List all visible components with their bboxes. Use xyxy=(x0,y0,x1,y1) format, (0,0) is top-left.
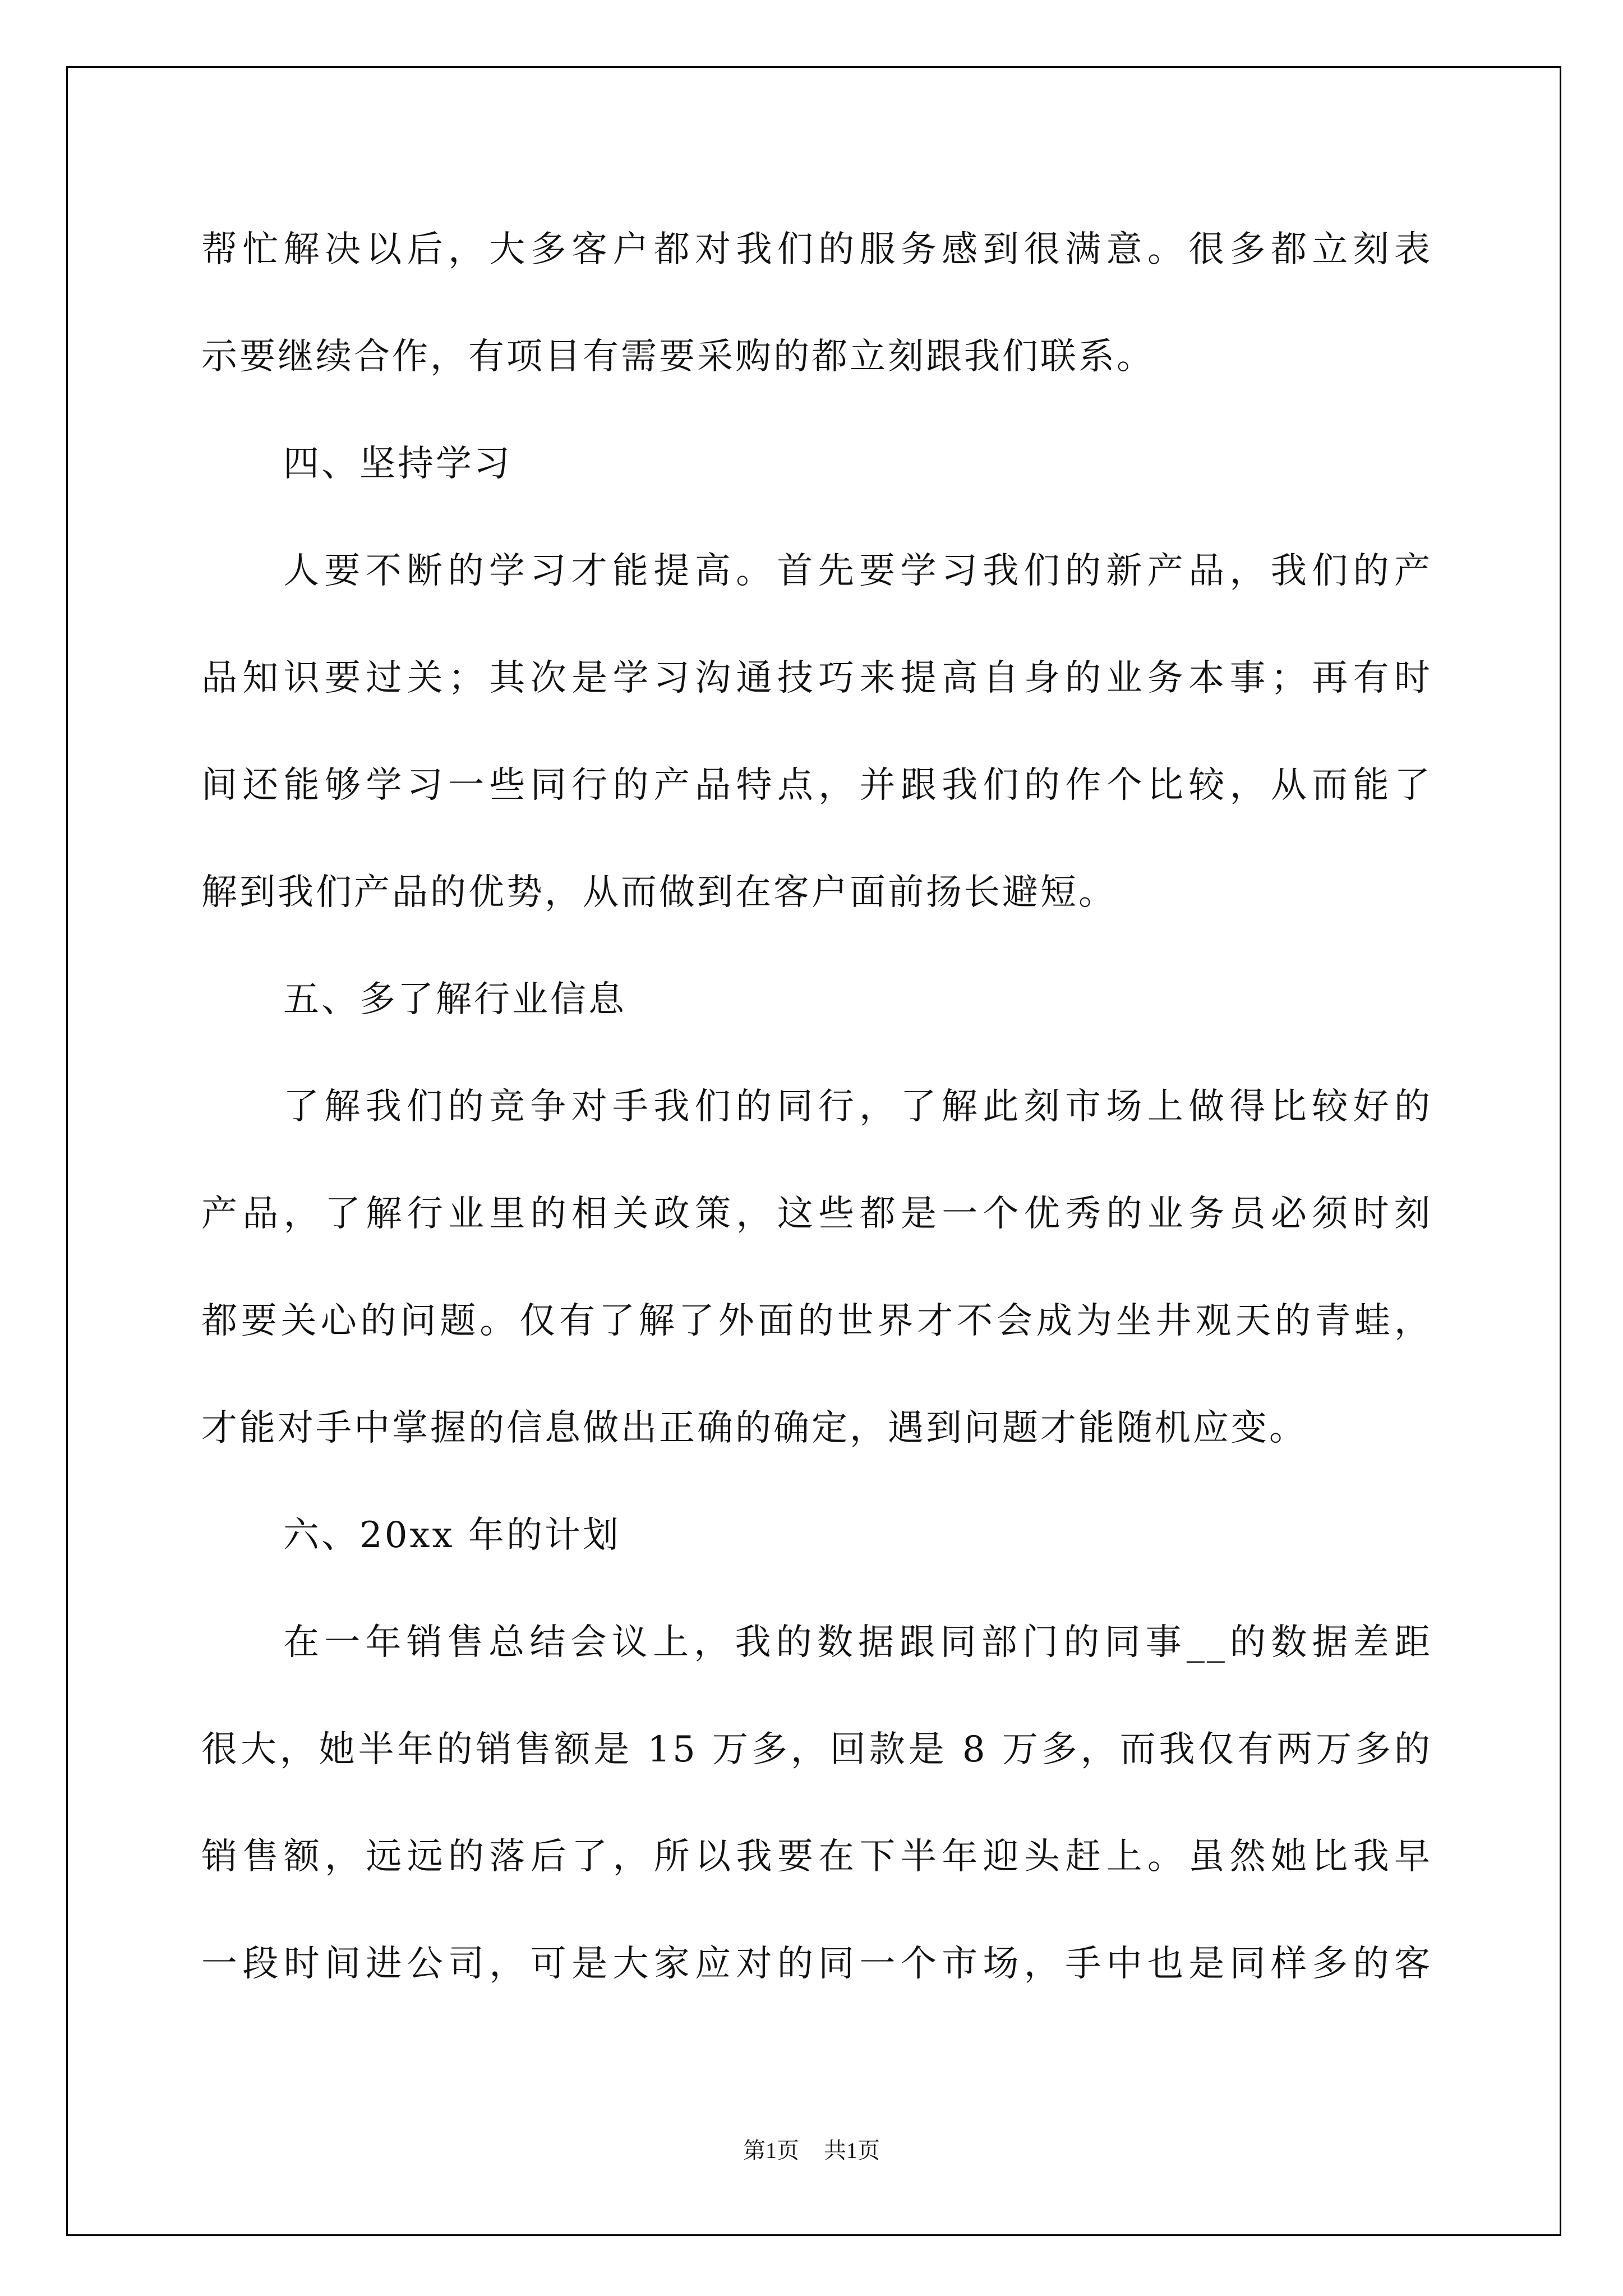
page-number: 第1页 xyxy=(743,2138,799,2163)
paragraph-line: 解到我们产品的优势，从而做到在客户面前扬长避短。 xyxy=(201,872,1117,913)
paragraph-line: 在一年销售总结会议上，我的数据跟同部门的同事__的数据差距 xyxy=(283,1622,1432,1663)
paragraph-line: 产品，了解行业里的相关政策，这些都是一个优秀的业务员必须时刻 xyxy=(201,1193,1432,1235)
page-count: 共1页 xyxy=(824,2138,880,2163)
section-heading: 六、20xx 年的计划 xyxy=(283,1515,621,1556)
paragraph xyxy=(201,1053,1432,1482)
document-body xyxy=(201,196,1432,2018)
paragraph-line: 销售额，远远的落后了，所以我要在下半年迎头赶上。虽然她比我早 xyxy=(201,1836,1432,1878)
paragraph-line: 示要继续合作，有项目有需要采购的都立刻跟我们联系。 xyxy=(201,336,1155,378)
page-footer xyxy=(0,2134,1623,2168)
section-heading: 五、多了解行业信息 xyxy=(283,979,626,1020)
paragraph-line: 帮忙解决以后，大多客户都对我们的服务感到很满意。很多都立刻表 xyxy=(201,229,1432,270)
paragraph-line: 了解我们的竞争对手我们的同行，了解此刻市场上做得比较好的 xyxy=(283,1086,1432,1128)
paragraph-line: 才能对手中掌握的信息做出正确的确定，遇到问题才能随机应变。 xyxy=(201,1407,1307,1449)
paragraph-line: 一段时间进公司，可是大家应对的同一个市场，手中也是同样多的客 xyxy=(201,1943,1432,1985)
paragraph-line: 都要关心的问题。仅有了解了外面的世界才不会成为坐井观天的青蛙， xyxy=(201,1300,1432,1342)
paragraph xyxy=(201,518,1432,946)
paragraph-line: 品知识要过关；其次是学习沟通技巧来提高自身的业务本事；再有时 xyxy=(201,657,1432,699)
paragraph-line: 间还能够学习一些同行的产品特点，并跟我们的作个比较，从而能了 xyxy=(201,765,1432,806)
paragraph-line: 人要不断的学习才能提高。首先要学习我们的新产品，我们的产 xyxy=(283,550,1432,592)
paragraph-line: 很大，她半年的销售额是 15 万多，回款是 8 万多，而我仅有两万多的 xyxy=(201,1729,1432,1770)
paragraph xyxy=(201,1589,1432,2018)
paragraph xyxy=(201,196,1432,411)
section-heading: 四、坚持学习 xyxy=(283,443,512,485)
